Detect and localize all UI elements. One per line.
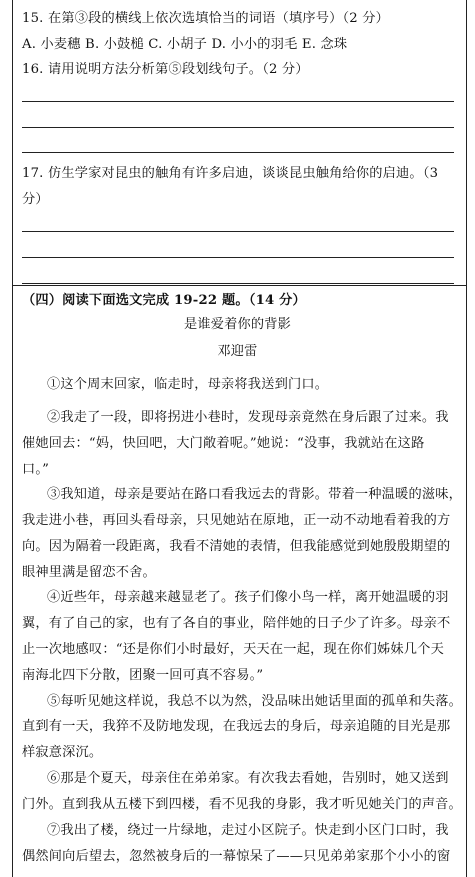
- section-divider: [12, 285, 467, 286]
- passage-line: ①这个周末回家，临走时，母亲将我送到门口。: [47, 377, 329, 392]
- passage-line: 口。”: [22, 462, 50, 477]
- passage-line: 门外。直到我从五楼下到四楼，看不见我的身影，我才听见她关门的声音。: [22, 797, 462, 812]
- passage-line: 我走进小巷，再回头看母亲，只见她站在原地，正一动不动地看着我的方: [22, 513, 451, 528]
- passage-line: 催她回去：“妈，快回吧，大门敞着呢。”她说：“没事，我就站在这路: [22, 436, 425, 451]
- passage-line: 翼，有了自己的家，也有了各自的事业，陪伴她的日子少了许多。母亲不: [22, 616, 451, 631]
- question-15-options: A. 小麦穗 B. 小鼓槌 C. 小胡子 D. 小小的羽毛 E. 念珠: [22, 37, 348, 52]
- passage-line: 样寂意深沉。: [22, 745, 103, 760]
- passage-line: 南海北四下分散，团聚一回可真不容易。”: [22, 668, 264, 683]
- question-15-line-1: 15. 在第③段的横线上依次选填恰当的词语（填序号）（2 分）: [22, 11, 390, 26]
- answer-line[interactable]: [22, 257, 454, 258]
- passage-line: ④近些年，母亲越来越显老了。孩子们像小鸟一样，离开她温暖的羽: [47, 590, 449, 605]
- answer-line[interactable]: [22, 152, 454, 153]
- passage-title: 是谁爱着你的背影: [183, 317, 292, 332]
- answer-line[interactable]: [22, 127, 454, 128]
- passage-line: ⑤每听见她这样说，我总不以为然，没品味出她话里面的孤单和失落。: [47, 694, 463, 709]
- passage-line: ⑦我出了楼，绕过一片绿地，走过小区院子。快走到小区门口时，我: [47, 823, 449, 838]
- answer-line[interactable]: [22, 101, 454, 102]
- passage-line: 眼神里满是留恋不舍。: [22, 565, 156, 580]
- section-4-heading: （四）阅读下面选文完成 19-22 题。（14 分）: [22, 293, 306, 308]
- question-17-line-1: 17. 仿生学家对昆虫的触角有许多启迪，谈谈昆虫触角给你的启迪。（3: [22, 166, 439, 181]
- answer-line[interactable]: [22, 283, 454, 284]
- passage-author: 邓迎雷: [217, 344, 258, 359]
- passage-line: 偶然间向后望去，忽然被身后的一幕惊呆了——只见弟弟家那个小小的窗: [22, 849, 451, 864]
- passage-line: ③我知道，母亲是要站在路口看我远去的背影。带着一种温暖的滋味，: [47, 487, 463, 502]
- passage-line: 直到有一天，我猝不及防地发现，在我远去的身后，母亲追随的目光是那: [22, 719, 451, 734]
- passage-line: 向。因为隔着一段距离，我看不清她的表情，但我能感觉到她殷殷期望的: [22, 539, 451, 554]
- passage-line: 止一次地感叹：“还是你们小时最好，天天在一起，现在你们姊妹几个天: [22, 642, 444, 657]
- question-17-line-2: 分）: [22, 192, 49, 207]
- passage-line: ②我走了一段，即将拐进小巷时，发现母亲竟然在身后跟了过来。我: [47, 410, 449, 425]
- passage-line: ⑥那是个夏天，母亲住在弟弟家。有次我去看她，告别时，她又送到: [47, 771, 449, 786]
- question-16-line-1: 16. 请用说明方法分析第⑤段划线句子。（2 分）: [22, 62, 309, 77]
- answer-line[interactable]: [22, 231, 454, 232]
